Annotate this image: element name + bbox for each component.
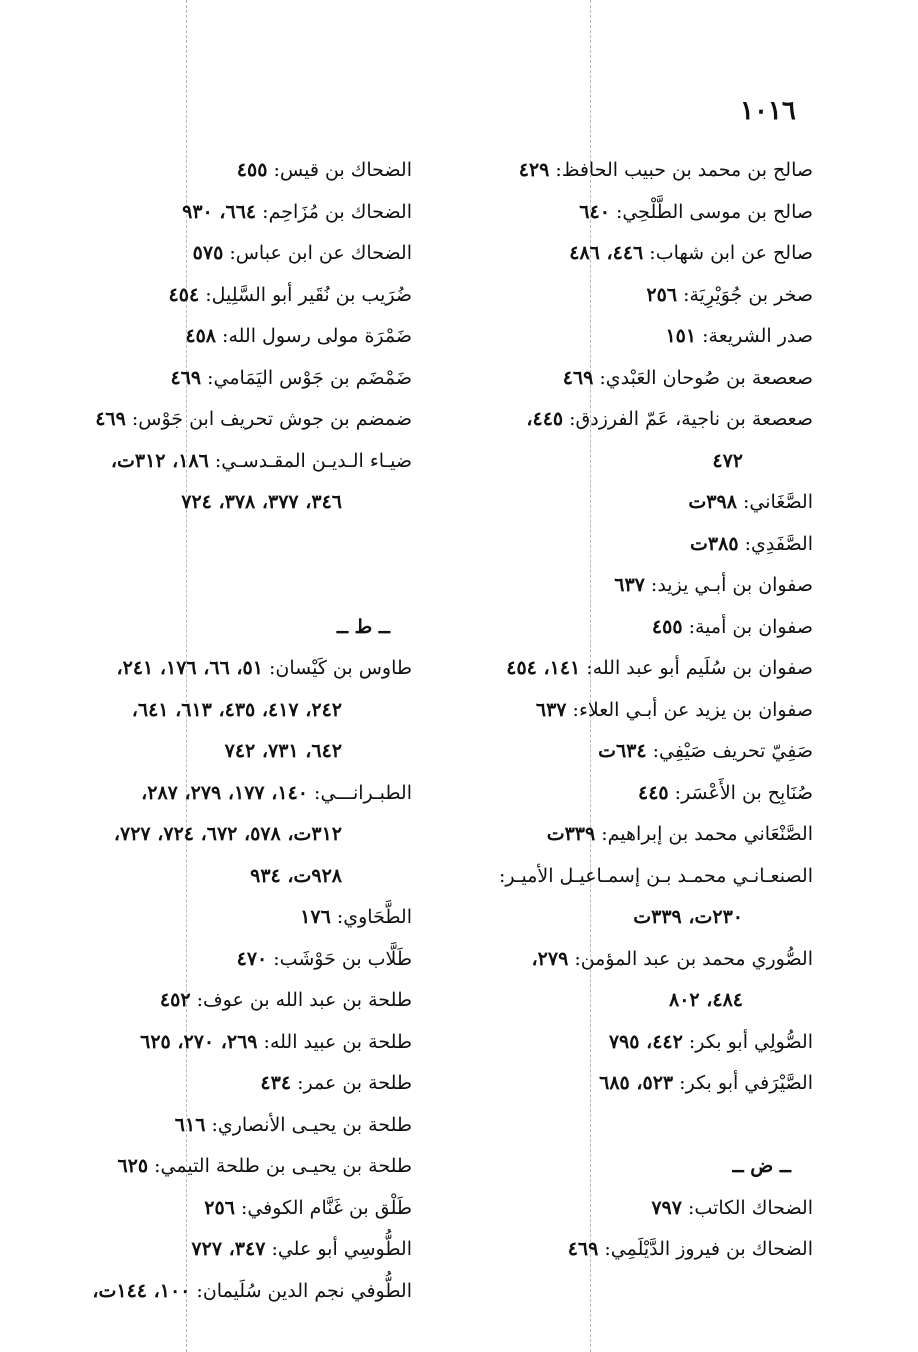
index-entry [438, 275, 813, 317]
entry-page-refs: ٤٨٤، ٨٠٢ [669, 989, 743, 1011]
index-entry [438, 731, 813, 773]
entry-page-refs: ٦٦٤، ٩٣٠ [182, 200, 257, 223]
index-entry [438, 399, 813, 441]
entry-name: صعصعة بن صُوحان العَبْدي: [593, 366, 813, 389]
index-entry [438, 233, 813, 275]
entry-name: ضَمْضَم بن جَوْس اليَمَامي: [201, 366, 412, 389]
entry-page-refs: ٤٤٥، [526, 408, 564, 430]
entry-page-refs: ٣٣٩ت [546, 823, 596, 845]
index-entry [438, 358, 813, 400]
entry-name: طلحة بن عبد الله بن عوف: [190, 989, 412, 1011]
entry-page-refs: ٤٥٥ [236, 159, 268, 181]
entry-page-refs: ٥٢٣، ٦٨٥ [599, 1072, 674, 1094]
entry-page-refs: ١٠٠، ١٤٤ت، [92, 1279, 191, 1302]
index-entry [40, 939, 412, 981]
entry-page-refs: ٦٢٥ [117, 1155, 149, 1177]
entry-name: طاوس بن كَيْسان: [262, 657, 412, 679]
index-entry [438, 565, 813, 607]
index-entry [438, 316, 813, 358]
index-entry [438, 856, 813, 898]
entry-name: الصَّفَدِي: [738, 532, 813, 555]
index-entry [40, 275, 412, 317]
entry-page-refs: ٣٩٨ت [688, 491, 737, 513]
entry-page-refs: ٢٤٢، ٤١٧، ٤٣٥، ٦١٣، ٦٤١، [131, 698, 342, 721]
entry-name: صفوان بن يزيد عن أبـي العلاء: [566, 698, 813, 721]
index-entry [40, 441, 412, 483]
index-entry [438, 524, 813, 566]
entry-name: طلحة بن عبيد الله: [257, 1030, 412, 1053]
entry-page-refs: ٦٣٧ [535, 698, 567, 721]
index-entry [438, 607, 813, 649]
entry-page-refs: ١٥١ [665, 325, 697, 347]
blank-line [438, 1105, 813, 1147]
entry-page-refs: ٤٥٢ [159, 989, 191, 1011]
index-entry [40, 233, 412, 275]
index-entry [40, 1105, 412, 1147]
index-entry [438, 1063, 813, 1105]
index-entry [438, 482, 813, 524]
section-letter-header: ــ ط ــ [336, 615, 390, 638]
entry-page-refs: ٤٤٦، ٤٨٦ [569, 242, 644, 264]
index-entry-continuation [438, 441, 813, 483]
entry-page-refs: ٣١٢ت، ٥٧٨، ٦٧٢، ٧٢٤، ٧٢٧، [113, 823, 342, 845]
entry-page-refs: ٢٣٠ت، ٣٣٩ت [633, 906, 743, 928]
index-entry-continuation [40, 731, 412, 773]
entry-name: ضيـاء الـديـن المقـدسـي: [208, 449, 412, 472]
entry-page-refs: ٦٤٠ [579, 200, 610, 223]
section-letter-header: ــ ض ــ [732, 1155, 791, 1177]
entry-page-refs: ٦٤٢، ٧٣١، ٧٤٢ [224, 740, 342, 762]
entry-name: الصَّنْعَاني محمد بن إبراهيم: [595, 823, 813, 845]
index-entry-continuation [40, 814, 412, 856]
entry-page-refs: ٤٦٩ [567, 1238, 599, 1260]
index-entry [438, 690, 813, 732]
entry-page-refs: ١٨٦، ٣١٢ت، [110, 449, 209, 472]
index-entry [438, 1229, 813, 1271]
index-entry [40, 1188, 412, 1230]
entry-page-refs: ٤٥٨ [185, 325, 216, 347]
entry-name: طلحة بن يحيـى الأنصاري: [205, 1113, 412, 1136]
index-entry [40, 1022, 412, 1064]
index-entry [438, 648, 813, 690]
index-entry [438, 1188, 813, 1230]
entry-page-refs: ٢٥٦ [646, 283, 678, 306]
entry-name: الطُّوفي نجم الدين سُلَيمان: [190, 1279, 412, 1302]
index-entry [40, 1063, 412, 1105]
entry-page-refs: ٤٦٩ [562, 366, 594, 389]
index-entry [40, 399, 412, 441]
entry-page-refs: ٦٣٤ت [598, 740, 647, 762]
entry-page-refs: ٩٢٨ت، ٩٣٤ [250, 864, 342, 887]
entry-page-refs: ٤٥٤ [168, 283, 200, 306]
entry-name: صخر بن جُوَيْرِيَة: [677, 283, 813, 306]
entry-page-refs: ٢٦٩، ٢٧٠، ٦٢٥ [140, 1030, 258, 1053]
index-entry [40, 648, 412, 690]
entry-name: الصُّولِي أبو بكر: [682, 1030, 813, 1053]
index-entry [438, 192, 813, 234]
index-column-left [40, 150, 412, 1312]
entry-name: صعصعة بن ناجية، عَمّ الفرزدق: [563, 408, 813, 430]
entry-page-refs: ٣٤٧، ٧٢٧ [191, 1238, 266, 1260]
entry-name: الضحاك بن مُزَاحِم: [256, 200, 412, 223]
index-entry [40, 897, 412, 939]
entry-name: ضُرَيب بن نُقَير أبو السَّلِيل: [199, 283, 412, 306]
entry-page-refs: ١٧٦ [300, 906, 331, 928]
entry-page-refs: ٤٣٤ [260, 1072, 292, 1094]
entry-page-refs: ٤٦٩ [95, 408, 126, 430]
entry-name: صفوان بن سُلَيم أبو عبد الله: [580, 657, 813, 679]
entry-page-refs: ٦١٦ [174, 1113, 206, 1136]
index-column-right [438, 150, 813, 1271]
entry-name: الضحاك بن فيروز الدَّيْلَمِي: [598, 1238, 813, 1260]
index-entry-continuation [40, 482, 412, 524]
entry-page-refs: ٢٥٦ [204, 1196, 235, 1219]
index-entry-continuation [438, 980, 813, 1022]
entry-name: ضَمْرَة مولى رسول الله: [216, 325, 412, 347]
index-entry [40, 1146, 412, 1188]
entry-name: صفوان بن أمية: [682, 615, 813, 638]
entry-name: طَلَّاب بن حَوْشَب: [267, 947, 412, 970]
entry-name: الضحاك عن ابن عباس: [223, 242, 412, 264]
entry-page-refs: ٤٧٠ [236, 947, 268, 970]
entry-page-refs: ١٤١، ٤٥٤ [506, 657, 581, 679]
entry-page-refs: ٦٣٧ [614, 574, 645, 596]
entry-name: طلحة بن يحيـى بن طلحة التيمي: [148, 1155, 412, 1177]
entry-page-refs: ٣٨٥ت [690, 532, 739, 555]
entry-name: الطبـرانـــي: [308, 781, 412, 804]
entry-page-refs: ٧٩٧ [651, 1196, 682, 1219]
entry-name: طَلْق بن غَنَّام الكوفي: [234, 1196, 412, 1219]
index-entry [438, 150, 813, 192]
entry-name: صالح عن ابن شهاب: [643, 242, 813, 264]
entry-page-refs: ٤٤٥ [638, 781, 669, 804]
index-entry [40, 773, 412, 815]
entry-name: الصنعـانـي محمـد بـن إسمـاعيـل الأميـر: [499, 864, 813, 887]
index-entry [438, 814, 813, 856]
entry-name: الطُّوسِي أبو علي: [265, 1238, 412, 1260]
entry-name: الضحاك الكاتب: [681, 1196, 813, 1219]
index-entry-continuation [40, 856, 412, 898]
blank-line [40, 524, 412, 566]
entry-name: الضحاك بن قيس: [267, 159, 412, 181]
entry-name: صالح بن موسى الطَّلْحِي: [609, 200, 813, 223]
blank-line [40, 565, 412, 607]
entry-name: ضمضم بن جوش تحريف ابن جَوْس: [125, 408, 412, 430]
entry-name: الطَّحَاوي: [330, 906, 412, 928]
index-entry [40, 192, 412, 234]
entry-page-refs: ٤٧٢ [712, 449, 743, 472]
entry-name: الصُّوري محمد بن عبد المؤمن: [568, 947, 813, 970]
entry-name: طلحة بن عمر: [291, 1072, 412, 1094]
index-entry [40, 316, 412, 358]
index-entry [438, 773, 813, 815]
entry-name: الصَّيْرَفي أبو بكر: [673, 1072, 813, 1094]
page-number: ١٠١٦ [740, 96, 796, 126]
index-entry [438, 939, 813, 981]
entry-name: الصَّغَاني: [736, 491, 813, 513]
entry-page-refs: ٤٥٥ [651, 615, 683, 638]
index-entry [40, 150, 412, 192]
entry-page-refs: ١٤٠، ١٧٧، ٢٧٩، ٢٨٧، [141, 781, 309, 804]
index-entry [438, 1022, 813, 1064]
entry-name: صدر الشريعة: [696, 325, 813, 347]
entry-page-refs: ٤٢٩ [518, 159, 550, 181]
entry-name: صُنَابِح بن الأَعْسَر: [668, 781, 813, 804]
entry-page-refs: ٣٤٦، ٣٧٧، ٣٧٨، ٧٢٤ [181, 491, 342, 513]
index-entry [40, 1271, 412, 1313]
entry-page-refs: ٢٧٩، [531, 947, 569, 970]
entry-page-refs: ٤٤٢، ٧٩٥ [608, 1030, 683, 1053]
index-entry-continuation [40, 690, 412, 732]
entry-page-refs: ٤٦٩ [170, 366, 202, 389]
index-entry [40, 1229, 412, 1271]
index-entry-continuation [438, 897, 813, 939]
index-entry [40, 980, 412, 1022]
index-entry [40, 358, 412, 400]
entry-page-refs: ٥١، ٦٦، ١٧٦، ٢٤١، [116, 657, 263, 679]
entry-name: صفوان بن أبـي يزيد: [644, 574, 813, 596]
entry-page-refs: ٥٧٥ [192, 242, 224, 264]
entry-name: صالح بن محمد بن حبيب الحافظ: [549, 159, 813, 181]
entry-name: صَفِيّ تحريف صَيْفِي: [646, 740, 813, 762]
